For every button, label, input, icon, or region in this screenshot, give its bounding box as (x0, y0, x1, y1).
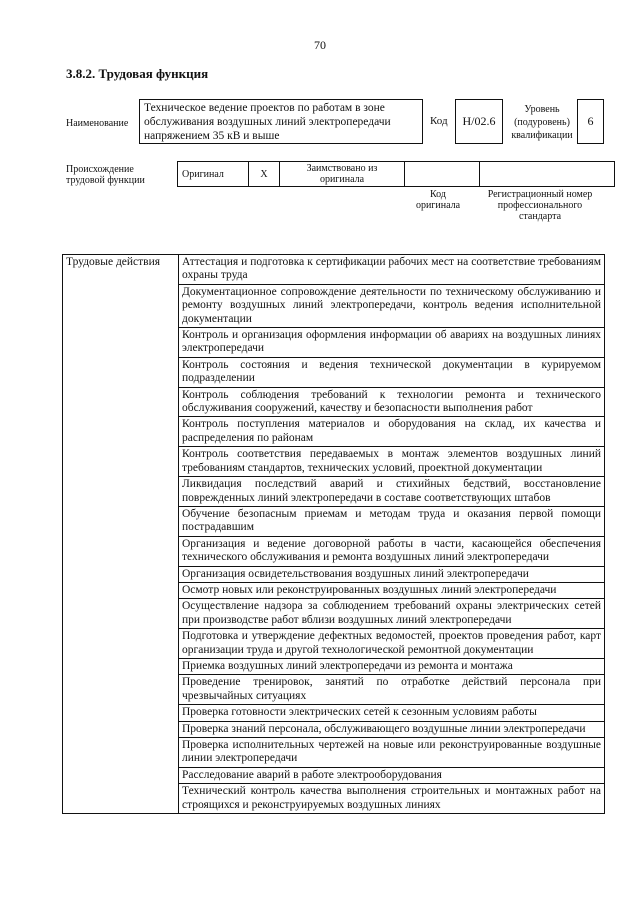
labor-action-item: Технический контроль качества выполнения строительных и монтажных работ на строящихся и реконструируемых воздушных линиях (179, 784, 605, 814)
origin-label: Происхождение трудовой функции (66, 164, 145, 186)
labor-action-item: Обучение безопасным приемам и методам труда и оказания первой помощи пострадавшим (179, 506, 605, 536)
labor-action-item: Аттестация и подготовка к сертификации рабочих мест на соответствие требованиям охраны труда (179, 255, 605, 285)
borrowed-label: Заимствовано из оригинала (280, 162, 405, 187)
labor-action-item: Контроль поступления материалов и оборудования на склад, их качества и распределения по районам (179, 417, 605, 447)
level-value: 6 (577, 99, 604, 144)
labor-action-item: Расследование аварий в работе электрооборудования (179, 767, 605, 783)
name-label: Наименование (66, 118, 129, 129)
labor-action-item: Контроль состояния и ведения технической документации в курируемом подразделении (179, 357, 605, 387)
labor-action-item: Проведение тренировок, занятий по отработке действий персонала при чрезвычайных ситуациях (179, 675, 605, 705)
level-label: Уровень (подуровень) квалификации (511, 104, 573, 141)
origin-code-label: Код оригинала (415, 189, 461, 211)
labor-action-item: Организация и ведение договорной работы в части, касающейся обеспечения технического обслуживания и ремонта воздушных линий электропередачи (179, 536, 605, 566)
labor-action-item: Ликвидация последствий аварий и стихийных бедствий, восстановление поврежденных линий электропередачи в составе соответствующих штабов (179, 477, 605, 507)
labor-action-item: Приемка воздушных линий электропередачи из ремонта и монтажа (179, 658, 605, 674)
original-mark: X (249, 162, 280, 187)
labor-action-item: Контроль и организация оформления информации об авариях на воздушных линиях электропередачи (179, 328, 605, 358)
origin-code-cell (405, 162, 480, 187)
reg-number-label: Регистрационный номер профессионального стандарта (487, 189, 593, 222)
labor-action-item: Организация освидетельствования воздушных линий электропередачи (179, 566, 605, 582)
table-row (63, 255, 605, 285)
origin-table (177, 161, 615, 187)
reg-number-cell (480, 162, 615, 187)
labor-action-item: Контроль соответствия передаваемых в монтаж элементов воздушных линий требованиям стандартов, технических условий, проектной документации (179, 447, 605, 477)
code-label: Код (430, 115, 448, 127)
original-label: Оригинал (178, 162, 249, 187)
function-name-value: Техническое ведение проектов по работам в зоне обслуживания воздушных линий электропередачи напряжением 35 кВ и выше (139, 99, 423, 144)
section-title: 3.8.2. Трудовая функция (66, 66, 209, 81)
labor-action-item: Проверка готовности электрических сетей к сезонным условиям работы (179, 705, 605, 721)
labor-action-item: Проверка исполнительных чертежей на новые или реконструированные воздушные линии электропередачи (179, 738, 605, 768)
labor-action-item: Контроль соблюдения требований к технологии ремонта и технического обслуживания сооружений, качеству и безопасности выполнения работ (179, 387, 605, 417)
labor-action-item: Осуществление надзора за соблюдением требований охраны электрических сетей при производстве работ вблизи воздушных линий электропередачи (179, 599, 605, 629)
labor-actions-heading: Трудовые действия (63, 255, 179, 814)
code-value: Н/02.6 (455, 99, 503, 144)
labor-actions-table (62, 254, 605, 814)
page-number: 70 (314, 38, 326, 52)
labor-action-item: Документационное сопровождение деятельности по техническому обслуживанию и ремонту воздушных линий электропередачи, контроль ведения исполнительной документации (179, 284, 605, 327)
labor-action-item: Проверка знаний персонала, обслуживающего воздушные линии электропередачи (179, 721, 605, 737)
labor-action-item: Подготовка и утверждение дефектных ведомостей, проектов проведения работ, карт организации труда и другой технологической ремонтной документации (179, 629, 605, 659)
labor-action-item: Осмотр новых или реконструированных воздушных линий электропередачи (179, 582, 605, 598)
